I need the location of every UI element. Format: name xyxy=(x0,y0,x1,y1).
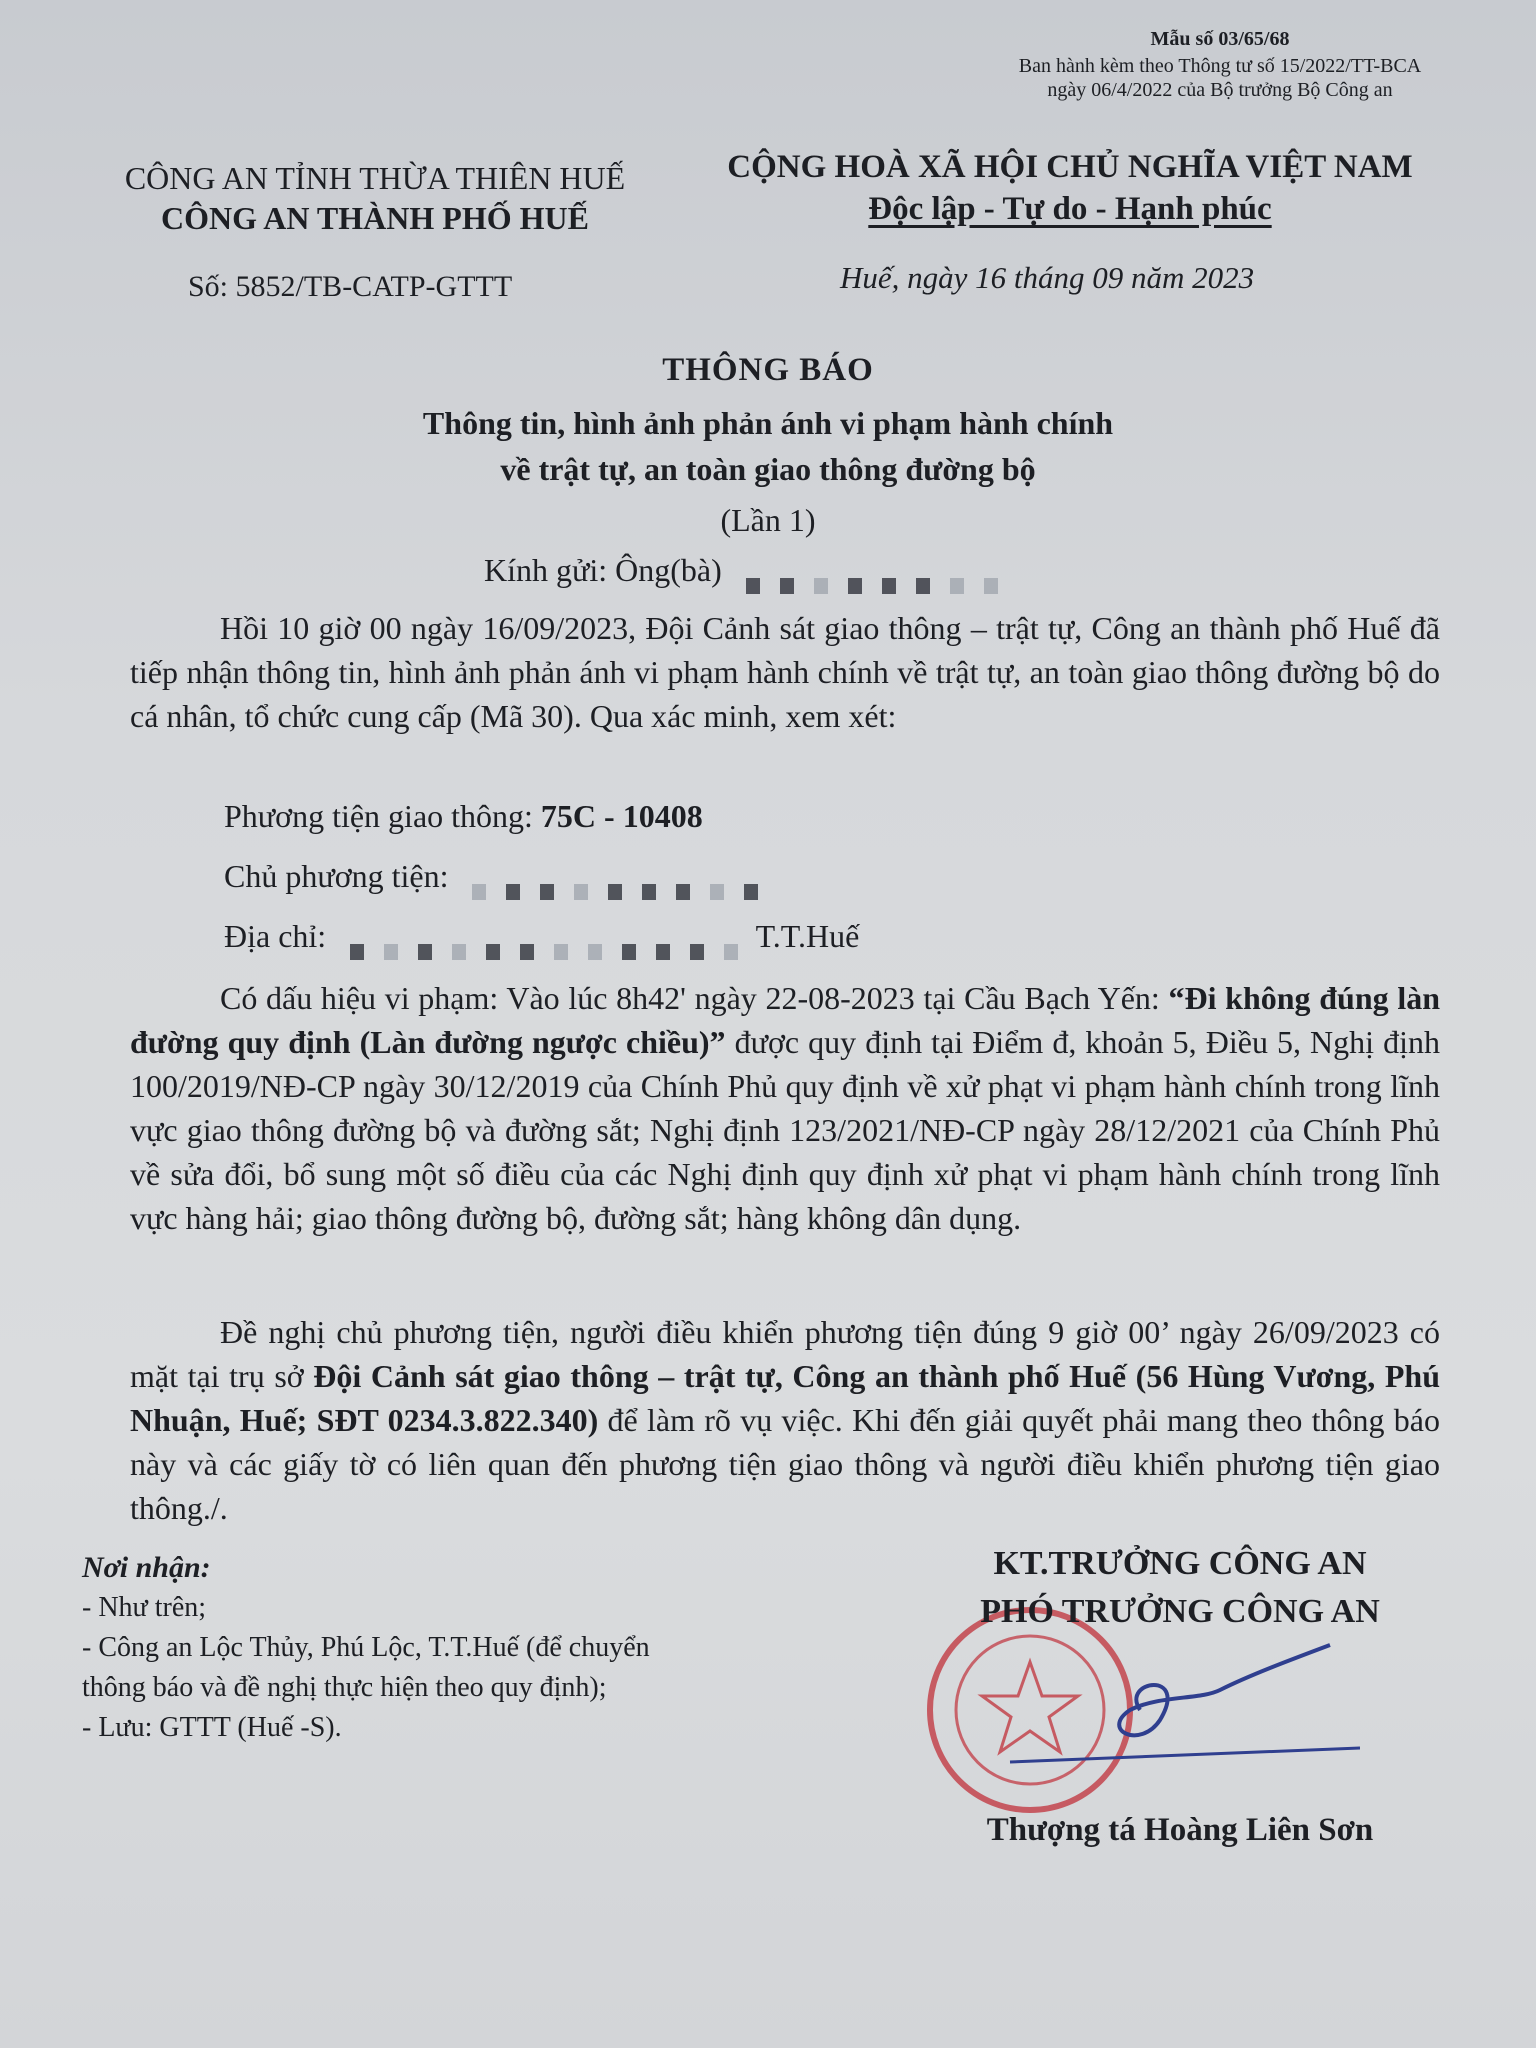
subtitle-line-2: về trật tự, an toàn giao thông đường bộ xyxy=(500,451,1036,487)
request-intro: Đề nghị chủ phương tiện, người điều khiển phương tiện đúng 9 giờ 00’ ngày 26/09/2023 có mặt tại trụ sở xyxy=(130,1314,1440,1394)
document-number: Số: 5852/TB-CATP-GTTT xyxy=(188,270,513,303)
recipient-line xyxy=(484,552,1008,589)
request-details: để làm rõ vụ việc. Khi đến giải quyết phải mang theo thông báo này và các giấy tờ có liên quan đến phương tiện giao thông và người điều khiển phương tiện giao thông./. xyxy=(130,1402,1441,1526)
violation-description: “Đi không đúng làn đường quy định (Làn đường ngược chiều)” xyxy=(130,980,1441,1060)
violation-paragraph xyxy=(130,976,1440,1240)
attempt-number: (Lần 1) xyxy=(720,502,816,538)
motto: Độc lập - Tự do - Hạnh phúc xyxy=(868,191,1272,227)
redacted-name xyxy=(736,565,1008,583)
nation-name: CỘNG HOÀ XÃ HỘI CHỦ NGHĨA VIỆT NAM xyxy=(727,149,1413,185)
recipient-item-2: - Công an Lộc Thủy, Phú Lộc, T.T.Huế (để chuyển xyxy=(82,1632,650,1663)
nation-header xyxy=(690,146,1450,230)
recipient-label: Kính gửi: Ông(bà) xyxy=(484,552,722,588)
intro-paragraph: Hồi 10 giờ 00 ngày 16/09/2023, Đội Cảnh sát giao thông – trật tự, Công an thành phố Huế đã tiếp nhận thông tin, hình ảnh phản ánh vi phạm hành chính về trật tự, an toàn giao thông đường bộ do cá nhân, tổ chức cung cấp (Mã 30). Qua xác minh, xem xét: xyxy=(130,610,1440,734)
vehicle-label: Phương tiện giao thông: xyxy=(224,798,541,834)
vehicle-line xyxy=(224,798,703,835)
redacted-address xyxy=(340,931,748,949)
vehicle-plate: 75C - 10408 xyxy=(540,798,703,834)
address-line xyxy=(224,918,859,955)
agency-header xyxy=(90,158,660,238)
agency-name: CÔNG AN THÀNH PHỐ HUẾ xyxy=(161,200,589,236)
recipient-item-2-cont: thông báo và đề nghị thực hiện theo quy định); xyxy=(82,1672,607,1703)
document-title: THÔNG BÁO xyxy=(662,352,874,388)
violation-intro: Có dấu hiệu vi phạm: Vào lúc 8h42' ngày 22-08-2023 tại Cầu Bạch Yến: xyxy=(220,980,1169,1016)
subtitle-line-1: Thông tin, hình ảnh phản ánh vi phạm hành chính xyxy=(422,405,1114,441)
address-province: T.T.Huế xyxy=(755,918,860,954)
recipient-item-3: - Lưu: GTTT (Huế -S). xyxy=(82,1712,342,1743)
owner-line xyxy=(224,858,768,895)
signer-name: Thượng tá Hoàng Liên Sơn xyxy=(986,1812,1374,1848)
address-label: Địa chỉ: xyxy=(224,918,327,954)
agency-parent: CÔNG AN TỈNH THỪA THIÊN HUẾ xyxy=(124,160,626,196)
handwritten-signature xyxy=(990,1640,1360,1780)
redacted-owner xyxy=(462,871,768,889)
recipients-heading: Nơi nhận: xyxy=(82,1551,211,1584)
form-issued-date: ngày 06/4/2022 của Bộ trưởng Bộ Công an xyxy=(1047,79,1393,101)
request-paragraph xyxy=(130,1310,1440,1530)
signature-title-1: KT.TRƯỞNG CÔNG AN xyxy=(993,1545,1367,1582)
recipient-item-1: - Như trên; xyxy=(82,1592,207,1623)
form-number: Mẫu số 03/65/68 xyxy=(1150,28,1290,50)
request-location: Đội Cảnh sát giao thông – trật tự, Công an thành phố Huế (56 Hùng Vương, Phú Nhuận, Huế; SĐT 0234.3.822.340) xyxy=(130,1358,1441,1438)
form-reference xyxy=(1000,24,1440,102)
signature-block xyxy=(900,1540,1460,1636)
document-date: Huế, ngày 16 tháng 09 năm 2023 xyxy=(840,260,1255,295)
owner-label: Chủ phương tiện: xyxy=(224,858,449,894)
form-issued-by: Ban hành kèm theo Thông tư số 15/2022/TT-BCA xyxy=(1018,55,1422,77)
document-subtitle xyxy=(0,400,1536,492)
signature-title-2: PHÓ TRƯỞNG CÔNG AN xyxy=(980,1593,1380,1630)
violation-legal-basis: được quy định tại Điểm đ, khoản 5, Điều 5, Nghị định 100/2019/NĐ-CP ngày 30/12/2019 của Chính Phủ quy định về xử phạt vi phạm hành chính trong lĩnh vực giao thông đường bộ và đường sắt; Nghị định 123/2021/NĐ-CP ngày 28/12/2021 của Chính Phủ về sửa đổi, bổ sung một số điều của các Nghị định quy định xử phạt vi phạm hành chính trong lĩnh vực hàng hải; giao thông đường bộ, đường sắt; hàng không dân dụng. xyxy=(130,1024,1441,1236)
recipients-list xyxy=(82,1548,842,1748)
